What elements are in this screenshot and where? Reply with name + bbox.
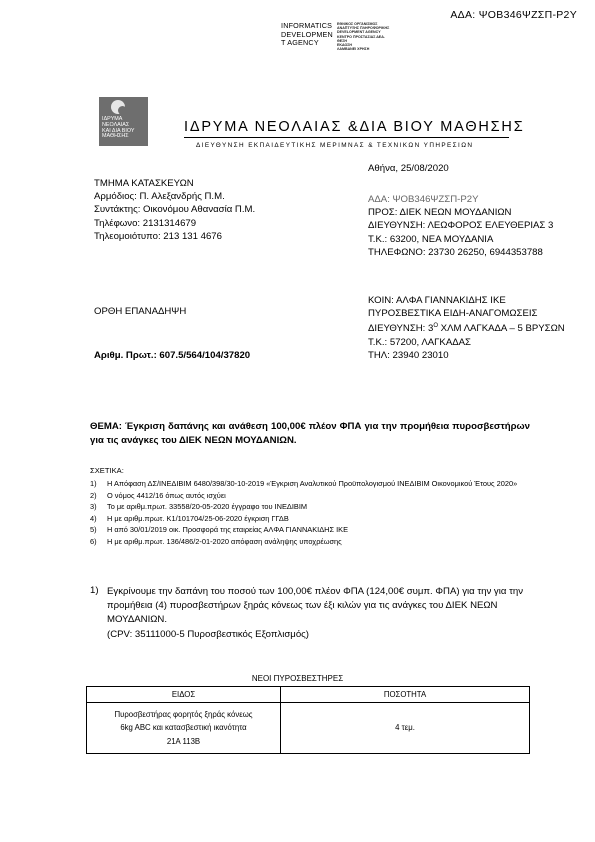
cc-address: ΔΙΕΥΘΥΝΣΗ: $3^O$ ΧΛΜ ΛΑΓΚΑΔΑ – 5 ΒΡΥΣΩΝ <box>368 323 565 335</box>
cc-block <box>368 294 565 362</box>
inedivim-logo <box>99 97 148 146</box>
recipient-postal: Τ.Κ.: 63200, ΝΕΑ ΜΟΥΔΑΝΙΑ <box>368 233 494 245</box>
references-title: ΣΧΕΤΙΚΑ: <box>90 466 124 475</box>
document-date: Αθήνα, 25/08/2020 <box>368 163 449 174</box>
sender-phone: Τηλέφωνο: 2131314679 <box>94 217 197 229</box>
reference-item: 4) Η με αριθμ.πρωτ. Κ1/101704/25-06-2020 έγκριση ΓΓΔΒ <box>90 513 289 523</box>
sender-block <box>94 177 255 243</box>
decision-text: Εγκρίνουμε την δαπάνη του ποσού των 100,00€ πλέον ΦΠΑ (124,00€ συμπ. ΦΠΑ) για την για την προμήθεια (4) πυροσβεστήρων ξηράς κόνεως των έξι κιλών για τις ανάγκες του ΔΙΕΚ ΝΕΩΝ ΜΟΥΔΑΝΙΩΝ. <box>107 586 523 626</box>
reference-item: 6) Η με αριθμ.πρωτ. 136/486/2-01-2020 απόφαση ανάληψης υποχρέωσης <box>90 536 342 546</box>
column-header-quantity: ΠΟΣΟΤΗΤΑ <box>281 687 530 703</box>
item-description-cell: Πυροσβεστήρας φορητός ξηράς κόνεως 6kg ABC και κατασβεστική ικανότητα 21A 113B <box>87 703 281 754</box>
stamp-english-text: INFORMATICS DEVELOPMEN T AGENCY <box>281 21 333 48</box>
table-title: ΝΕΟΙ ΠΥΡΟΣΒΕΣΤΗΡΕΣ <box>251 674 344 683</box>
organization-title: ΙΔΡΥΜΑ ΝΕΟΛΑΙΑΣ &ΔΙΑ ΒΙΟΥ ΜΑΘΗΣΗΣ <box>184 119 525 135</box>
reference-item: 2) Ο νόμος 4412/16 όπως αυτός ισχύει <box>90 490 226 500</box>
title-underline <box>184 137 509 138</box>
cc-postal: Τ.Κ.: 57200, ΛΑΓΚΑΔΑΣ <box>368 336 471 348</box>
stamp-greek-text: ΕΘΝΙΚΟΣ ΟΡΓΑΝΙΣΜΟΣ ΑΝΑΠΤΥΞΗΣ ΠΛΗΡΟΦΟΡΙΚΗΣ DEVELOPMENT AGENCY ΚΕΝΤΡΟ ΠΡΟΣΤΑΣΙΑΣ ΔΕΔ. ΘΕΣΗ ΕΚΔΟΣΗ ΛΑΜΒΑΝΕΙ ΧΡΗΣΗ <box>337 22 390 52</box>
reference-item: 3) Το με αριθμ.πρωτ. 33558/20-05-2020 έγγραφο του ΙΝΕΔΙΒΙΜ <box>90 502 308 512</box>
column-header-item: ΕΙΔΟΣ <box>87 687 281 703</box>
protocol-number: Αριθμ. Πρωτ.: 607.5/564/104/37820 <box>94 350 251 361</box>
sender-author: Συντάκτης: Οικονόμου Αθανασία Π.Μ. <box>94 204 256 216</box>
subject-line: ΘΕΜΑ: Έγκριση δαπάνης και ανάθεση 100,00€ πλέον ΦΠΑ για την προμήθεια πυροσβεστήρων για τις ανάγκες του ΔΙΕΚ ΝΕΩΝ ΜΟΥΔΑΝΙΩΝ. <box>90 421 530 446</box>
cc-phone: ΤΗΛ: 23940 23010 <box>368 350 449 361</box>
cpv-code: (CPV: 35111000-5 Πυροσβεστικός Εξοπλισμός) <box>107 628 309 640</box>
items-table <box>86 686 530 754</box>
table-header-row <box>87 687 530 703</box>
correction-label: ΟΡΘΗ ΕΠΑΝΑΔΗΨΗ <box>94 306 187 317</box>
recipient-phone: ΤΗΛΕΦΩΝΟ: 23730 26250, 6944353788 <box>368 246 543 258</box>
recipient-block <box>368 193 553 259</box>
sender-fax: Τηλεομοιότυπο: 213 131 4676 <box>94 230 222 242</box>
logo-text: ΙΔΡΥΜΑ ΝΕΟΛΑΙΑΣ ΚΑΙ ΔΙΑ ΒΙΟΥ ΜΑΘΗΣΗΣ <box>102 116 135 140</box>
references-list <box>90 478 530 548</box>
sender-responsible: Αρμόδιος: Π. Αλεξανδρής Π.Μ. <box>94 191 225 203</box>
decision-item <box>107 585 537 642</box>
table-row <box>87 703 530 754</box>
ada-code-header: ΑΔΑ: ΨΟΒ346ΨΖΣΠ-Ρ2Υ <box>450 9 577 21</box>
reference-item: 5) Η από 30/01/2019 οικ. Προσφορά της εταιρείας ΑΛΦΑ ΓΙΑΝΝΑΚΙΔΗΣ ΙΚΕ <box>90 525 349 535</box>
cc-company: ΚΟΙΝ: ΑΛΦΑ ΓΙΑΝΝΑΚΙΔΗΣ ΙΚΕ <box>368 295 506 306</box>
recipient-to: ΠΡΟΣ: ΔΙΕΚ ΝΕΩΝ ΜΟΥΔΑΝΙΩΝ <box>368 207 512 219</box>
reference-item: 1) Η Απόφαση ΔΣ/ΙΝΕΔΙΒΙΜ 6480/398/30-10-2019 «Έγκριση Αναλυτικού Προϋπολογισμού ΙΝΕΔΙΒΙΜ Οικονομικού Έτους 2020» <box>90 479 518 488</box>
recipient-address: ΔΙΕΥΘΥΝΣΗ: ΛΕΩΦΟΡΟΣ ΕΛΕΥΘΕΡΙΑΣ 3 <box>368 220 554 232</box>
sender-department: ΤΜΗΜΑ ΚΑΤΑΣΚΕΥΩΝ <box>94 178 194 189</box>
organization-subtitle: ΔΙΕΥΘΥΝΣΗ ΕΚΠΑΙΔΕΥΤΙΚΗΣ ΜΕΡΙΜΝΑΣ & ΤΕΧΝΙΚΩΝ ΥΠΗΡΕΣΙΩΝ <box>196 142 474 149</box>
recipient-ada-stamp: ΑΔΑ: ΨΟΒ346ΨΖΣΠ-Ρ2Υ <box>368 194 479 205</box>
cc-type: ΠΥΡΟΣΒΕΣΤΙΚΑ ΕΙΔΗ-ΑΝΑΓΟΜΩΣΕΙΣ <box>368 308 538 320</box>
decision-item-number: 1) <box>90 585 99 596</box>
item-quantity-cell: 4 τεμ. <box>281 703 530 754</box>
